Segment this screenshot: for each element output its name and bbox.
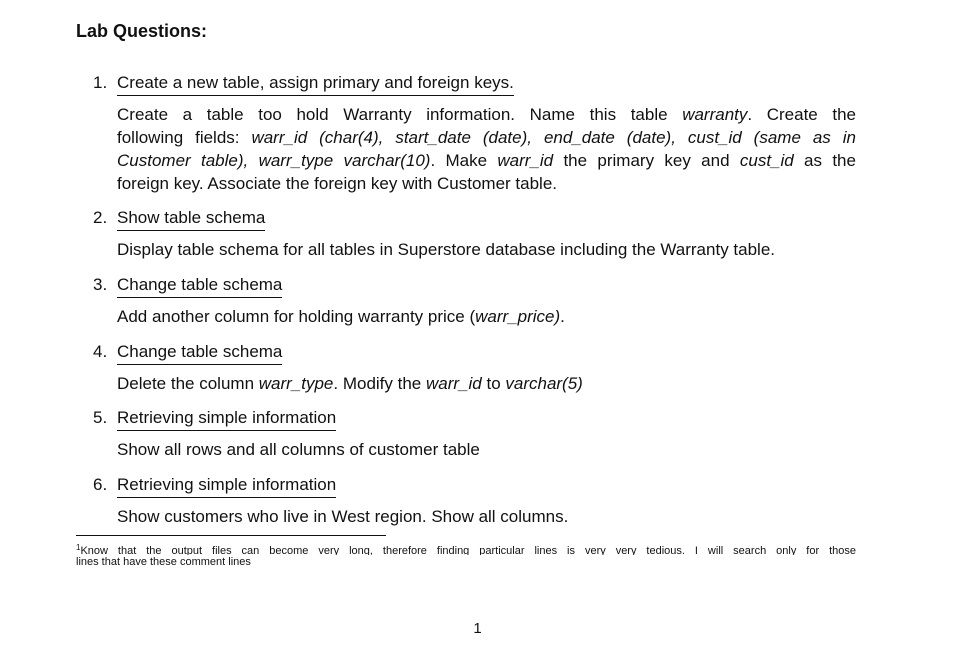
question-title: Change table schema — [117, 342, 282, 365]
question-body — [117, 305, 856, 328]
text: . Create the — [747, 105, 856, 124]
text: . Modify the — [333, 374, 426, 393]
question-title: Change table schema — [117, 275, 282, 298]
text: Create a table too hold Warranty information. Name this table — [117, 105, 683, 124]
question-number: 1. — [93, 73, 108, 92]
body-line — [117, 372, 856, 395]
text: Show customers who live in West region. Show all columns. — [117, 507, 569, 526]
text: foreign key. Associate the foreign key with Customer table. — [117, 174, 558, 193]
footnote — [76, 540, 856, 570]
text: Show all rows and all columns of customer table — [117, 440, 480, 459]
emphasized-text: warranty — [682, 105, 748, 124]
footnote-line — [76, 540, 856, 555]
question-title: Show table schema — [117, 208, 265, 231]
emphasized-text: cust_id — [739, 151, 794, 170]
question-number: 4. — [93, 342, 108, 361]
question-title: Retrieving simple information — [117, 408, 336, 431]
text: . Make — [430, 151, 498, 170]
body-line — [117, 149, 856, 172]
emphasized-text: varchar(5) — [505, 374, 583, 393]
question-title: Create a new table, assign primary and foreign keys. — [117, 73, 514, 96]
question-title: Retrieving simple information — [117, 475, 336, 498]
text: as the — [793, 151, 856, 170]
question-body — [117, 505, 856, 528]
footnote-line: lines that have these comment lines — [76, 556, 251, 568]
text: . — [560, 307, 565, 326]
emphasized-text: warr_id (char(4), start_date (date), end_date (date), cust_id (same as in — [251, 128, 856, 147]
text: Add another column for holding warranty price ( — [117, 307, 476, 326]
emphasized-text: warr_id — [426, 374, 482, 393]
body-line — [117, 438, 856, 461]
emphasized-text: warr_type — [258, 374, 334, 393]
emphasized-text: warr_id — [497, 151, 554, 170]
page-number: 1 — [473, 620, 482, 637]
body-line — [117, 505, 856, 528]
question-number: 3. — [93, 275, 108, 294]
text: Display table schema for all tables in Superstore database including the Warranty table. — [117, 240, 776, 259]
question-body — [117, 103, 856, 195]
text: to — [481, 374, 506, 393]
body-line — [117, 305, 856, 328]
question-body — [117, 372, 856, 395]
question-number: 2. — [93, 208, 108, 227]
text: Delete the column — [117, 374, 259, 393]
body-line — [117, 103, 856, 126]
footnote-rule — [76, 535, 386, 536]
footnote-mark: 1 — [76, 543, 81, 552]
question-body — [117, 438, 856, 461]
footnote-text: Know that the output files can become very long, therefore finding particular lines is very very tedious. I will search only for those — [80, 545, 856, 555]
emphasized-text: Customer table), warr_type varchar(10) — [117, 151, 431, 170]
question-number: 5. — [93, 408, 108, 427]
section-heading: Lab Questions: — [76, 21, 208, 41]
text: the primary key and — [553, 151, 740, 170]
body-line — [117, 238, 856, 261]
text: following fields: — [117, 128, 252, 147]
question-body — [117, 238, 856, 261]
emphasized-text: warr_price) — [475, 307, 561, 326]
question-number: 6. — [93, 475, 108, 494]
body-line — [117, 126, 856, 149]
body-line — [117, 172, 856, 195]
